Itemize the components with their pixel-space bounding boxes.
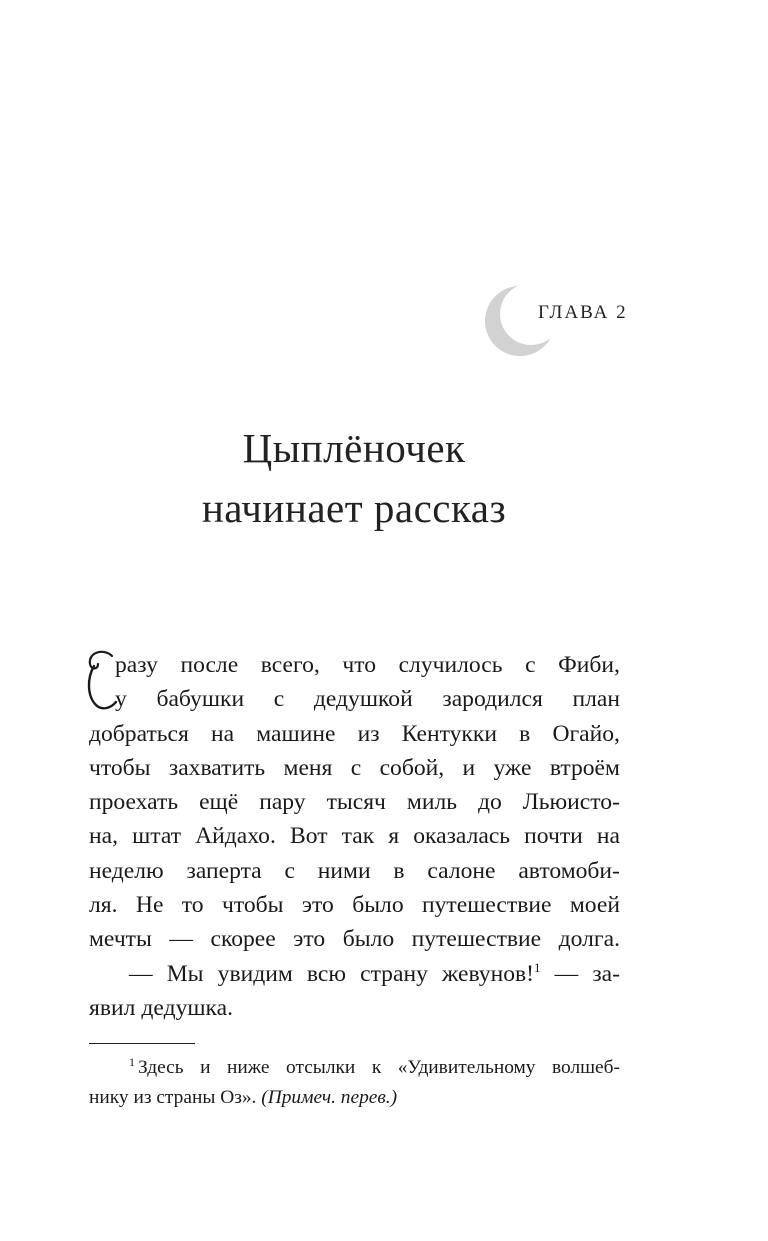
text-line [89,648,620,682]
word: после [180,652,239,678]
word: из [357,720,380,747]
footnote [89,1053,620,1113]
word: тысяч [326,789,386,816]
word: «Удивительному [397,1057,536,1078]
word: до [477,789,502,816]
word: Не [135,892,164,919]
word: разу [115,652,158,678]
word: меня [283,754,333,781]
word: моей [569,892,620,919]
word: заперта [186,857,262,884]
footnote-rule [89,1043,195,1044]
chapter-title-line-1: Цыплёночек [242,425,466,471]
word: машине [256,720,336,747]
word: в [393,857,405,884]
word: случилось [398,652,503,678]
word: мечты [89,926,152,953]
word: Вот [289,823,328,850]
footnote-number: 1 [129,1054,135,1069]
word: Льюисто- [522,789,620,816]
word: Огайо, [552,720,620,747]
word: было [352,892,404,919]
text-line [89,854,620,888]
word: то [181,892,204,919]
word: скорее [210,926,276,953]
word: на [596,823,620,850]
word: явил [89,994,136,1021]
word: план [572,686,620,713]
word: с [350,754,362,781]
chapter-title [0,418,708,538]
word: отсылки [286,1057,356,1078]
word: страну [360,960,428,987]
word: всего, [260,652,320,678]
word: захватить [168,754,266,781]
word: и [462,754,476,781]
text-line [89,888,620,922]
word: так [341,823,375,850]
word: бабушки [156,686,245,713]
footnote-reference[interactable]: 1 [534,959,541,975]
word: и [200,1057,211,1078]
text-line [89,991,620,1025]
body-text [89,648,620,1025]
footnote-line [89,1053,620,1083]
word: автомоби- [518,857,620,884]
text-line [89,717,620,751]
word: с [525,652,536,678]
word: дедушкой [313,686,413,713]
word: Кентукки [401,720,497,747]
word: Фиби, [558,652,620,678]
word: ещё [199,789,239,816]
word: пару [259,789,306,816]
text-line [89,785,620,819]
footnote-text: нику из страны Оз». [89,1087,262,1108]
text-line [89,751,620,785]
word: Мы [166,960,204,987]
translator-note: (Примеч. перев.) [261,1087,398,1108]
word: Здесь [138,1057,184,1078]
word: добраться [89,720,189,747]
word: к [371,1057,382,1078]
text-line [89,682,620,716]
word: чтобы [89,754,151,781]
word: всю [306,960,346,987]
word: это [293,926,326,953]
word: с [273,686,285,713]
word: на [211,720,235,747]
word: путешествие [411,926,542,953]
word: Айдахо. [195,823,276,850]
word: ля. [89,892,118,919]
word: — [129,960,153,987]
word: дедушка. [141,994,234,1021]
word: оказалась [413,823,511,850]
chapter-label: ГЛАВА 2 [538,302,628,323]
footnote-line [89,1083,620,1113]
word: было [342,926,395,953]
word: салоне [427,857,496,884]
word: это [301,892,334,919]
dialogue-line [89,957,620,991]
word: чтобы [221,892,284,919]
word: ними [317,857,371,884]
word: за- [592,960,620,987]
word: жевунов! [441,960,534,987]
word: — [169,926,193,953]
word: на, [89,823,118,850]
word: долга. [558,926,620,953]
word: почти [524,823,583,850]
word: миль [406,789,457,816]
dropcap-text: С [86,650,87,651]
word: ниже [227,1057,270,1078]
word: путешествие [422,892,552,919]
word: я [388,823,400,850]
word [129,1053,184,1083]
word: собой, [379,754,445,781]
word-with-note [442,957,541,991]
text-line [89,819,620,853]
word: — [554,960,579,987]
word: проехать [89,789,179,816]
chapter-title-line-2: начинает рассказ [201,485,507,531]
word: что [342,652,377,678]
word: в [519,720,531,747]
word: штат [132,823,182,850]
text-line [89,922,620,956]
word: уже [493,754,532,781]
word: с [284,857,295,884]
word: втроём [549,754,620,781]
word: волшеб- [551,1057,620,1078]
word: неделю [89,857,164,884]
word: увидим [217,960,293,987]
word: зародился [442,686,543,713]
word: у [115,686,127,713]
